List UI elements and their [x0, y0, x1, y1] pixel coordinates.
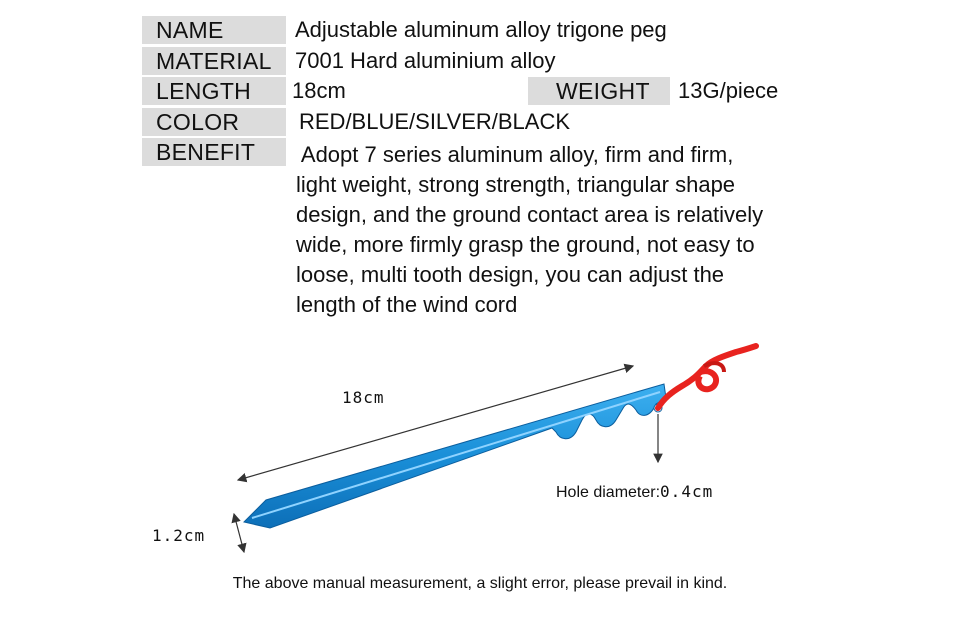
benefit-line: design, and the ground contact area is relatively [296, 202, 764, 227]
length-dimension-label: 18cm [342, 388, 385, 407]
benefit-line: loose, multi tooth design, you can adjust the [296, 262, 725, 287]
length-value: 18cm [292, 78, 346, 103]
weight-value: 13G/piece [678, 78, 779, 103]
width-dimension-line [234, 514, 244, 552]
material-value: 7001 Hard aluminium alloy [295, 48, 556, 73]
benefit-line: wide, more firmly grasp the ground, not easy to [296, 232, 755, 257]
benefit-line: light weight, strong strength, triangular shape [296, 172, 736, 197]
hole-value: 0.4cm [660, 482, 714, 501]
color-value: RED/BLUE/SILVER/BLACK [299, 109, 571, 134]
width-dimension-label: 1.2cm [152, 526, 206, 545]
name-value: Adjustable aluminum alloy trigone peg [295, 17, 667, 42]
tent-peg [244, 384, 666, 528]
footer-note: The above manual measurement, a slight error, please prevail in kind. [232, 575, 728, 592]
benefit-line: length of the wind cord [296, 292, 518, 317]
weight-label: WEIGHT [528, 77, 670, 105]
name-label: NAME [142, 16, 286, 44]
color-label: COLOR [142, 108, 286, 136]
benefit-line: Adopt 7 series aluminum alloy, firm and firm, [296, 142, 734, 167]
benefit-label: BENEFIT [142, 138, 286, 166]
wind-cord [658, 346, 756, 408]
material-label: MATERIAL [142, 47, 286, 75]
hole-diameter-label [556, 482, 713, 502]
length-label: LENGTH [142, 77, 286, 105]
hole-label: Hole diameter: [556, 484, 661, 501]
